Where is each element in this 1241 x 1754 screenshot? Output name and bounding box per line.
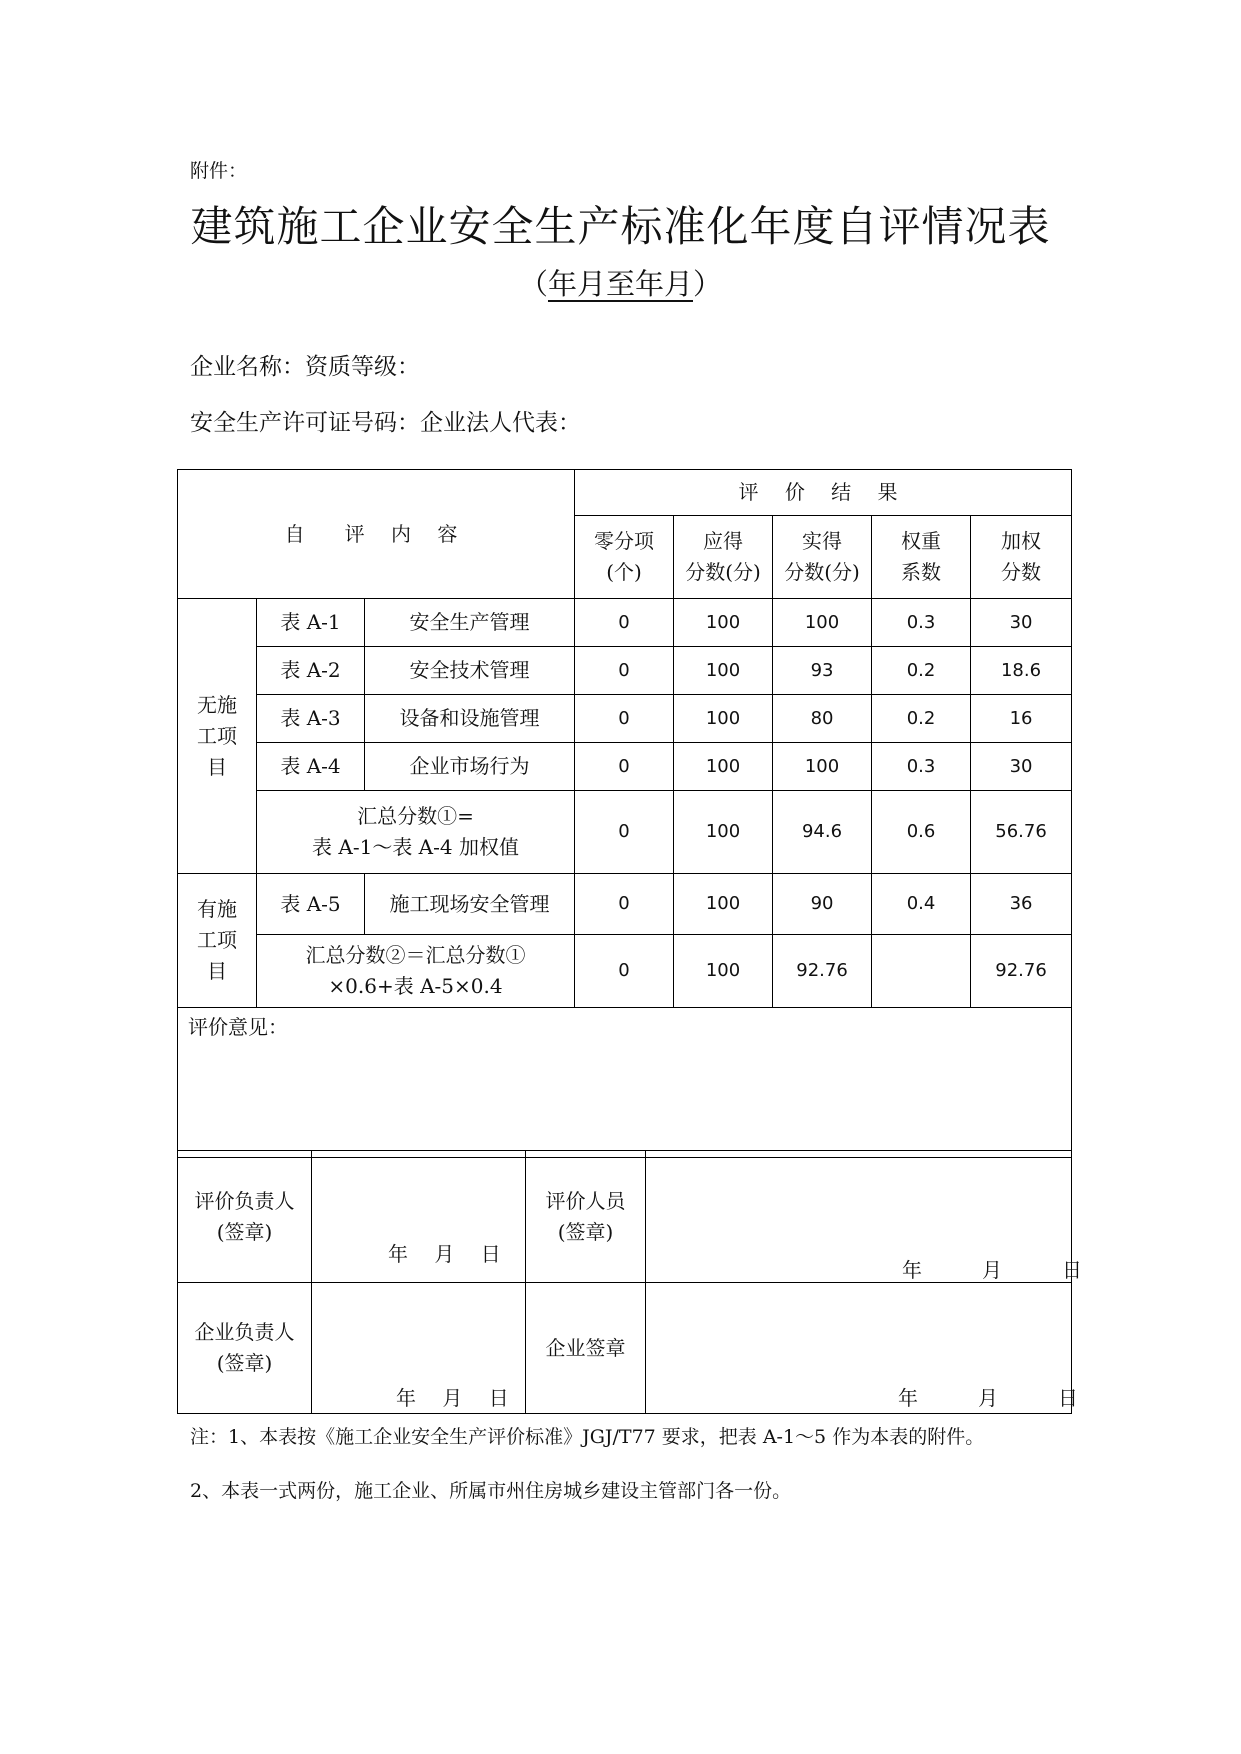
summary1-due: 100 bbox=[674, 791, 773, 874]
table-row bbox=[178, 599, 1072, 647]
row-weight: 0.3 bbox=[872, 743, 971, 791]
col-header-actual-line2: 分数(分) bbox=[784, 560, 860, 584]
col-header-weight bbox=[872, 516, 971, 599]
row-weighted: 30 bbox=[971, 599, 1072, 647]
summary1-weighted: 56.76 bbox=[971, 791, 1072, 874]
evaluator-label bbox=[526, 1151, 646, 1283]
row-due: 100 bbox=[674, 599, 773, 647]
group-no-project bbox=[178, 599, 257, 874]
evaluator-signature-area[interactable] bbox=[646, 1151, 1082, 1283]
evaluator-label-line2: (签章) bbox=[557, 1219, 614, 1244]
col-header-zero-line2: (个) bbox=[606, 560, 642, 584]
company-lead-signature-area[interactable] bbox=[312, 1283, 526, 1414]
col-header-weight-line2: 系数 bbox=[901, 560, 942, 584]
summary-row-1 bbox=[178, 791, 1072, 874]
group-no-project-line3: 目 bbox=[207, 754, 227, 779]
company-name-label: 企业名称： bbox=[190, 354, 305, 380]
summary1-label bbox=[257, 791, 575, 874]
row-code: 表 A-5 bbox=[257, 874, 365, 935]
subtitle-close-paren: ） bbox=[693, 267, 723, 301]
col-header-actual-line1: 实得 bbox=[802, 529, 843, 553]
group-with-project-line2: 工项 bbox=[197, 928, 237, 952]
evaluator-label-line1: 评价人员 bbox=[545, 1188, 626, 1213]
note-2: 2、本表一式两份，施工企业、所属市州住房城乡建设主管部门各一份。 bbox=[190, 1480, 792, 1502]
group-with-project-line3: 目 bbox=[207, 959, 227, 983]
row-due: 100 bbox=[674, 874, 773, 935]
row-actual: 90 bbox=[773, 874, 872, 935]
summary2-zero: 0 bbox=[575, 935, 674, 1008]
row-zero: 0 bbox=[575, 743, 674, 791]
row-weight: 0.3 bbox=[872, 599, 971, 647]
col-header-due bbox=[674, 516, 773, 599]
summary2-weighted: 92.76 bbox=[971, 935, 1072, 1008]
row-weighted: 30 bbox=[971, 743, 1072, 791]
summary1-label-line1: 汇总分数①= bbox=[357, 804, 474, 828]
col-header-due-line1: 应得 bbox=[703, 529, 744, 553]
col-header-actual bbox=[773, 516, 872, 599]
note-1: 注：1、本表按《施工企业安全生产评价标准》JGJ/T77 要求，把表 A-1～5 作为本表的附件。 bbox=[190, 1426, 985, 1448]
eval-lead-label-line1: 评价负责人 bbox=[194, 1188, 295, 1213]
eval-lead-label bbox=[178, 1151, 312, 1283]
col-header-weight-line1: 权重 bbox=[901, 529, 942, 553]
legal-rep-label: 企业法人代表： bbox=[420, 410, 581, 436]
summary1-weight: 0.6 bbox=[872, 791, 971, 874]
company-lead-label-line2: (签章) bbox=[216, 1351, 273, 1375]
row-code: 表 A-3 bbox=[257, 695, 365, 743]
col-header-weighted-line2: 分数 bbox=[1001, 560, 1042, 584]
company-lead-date: 年 月 日 bbox=[396, 1386, 509, 1410]
evaluation-opinion: 评价意见： bbox=[178, 1008, 1072, 1158]
row-zero: 0 bbox=[575, 874, 674, 935]
group-no-project-line1: 无施 bbox=[197, 692, 237, 717]
summary-row-2 bbox=[178, 935, 1072, 1008]
summary2-actual: 92.76 bbox=[773, 935, 872, 1008]
row-weighted: 36 bbox=[971, 874, 1072, 935]
row-code: 表 A-2 bbox=[257, 647, 365, 695]
row-name: 企业市场行为 bbox=[365, 743, 575, 791]
summary2-label bbox=[257, 935, 575, 1008]
row-code: 表 A-1 bbox=[257, 599, 365, 647]
row-actual: 100 bbox=[773, 599, 872, 647]
row-weight: 0.2 bbox=[872, 647, 971, 695]
row-name: 安全技术管理 bbox=[365, 647, 575, 695]
row-zero: 0 bbox=[575, 599, 674, 647]
content-header: 自 评 内 容 bbox=[178, 470, 575, 599]
row-actual: 100 bbox=[773, 743, 872, 791]
row-weighted: 16 bbox=[971, 695, 1072, 743]
company-seal-label: 企业签章 bbox=[526, 1283, 646, 1414]
summary1-zero: 0 bbox=[575, 791, 674, 874]
table-row bbox=[178, 647, 1072, 695]
company-info-line-2 bbox=[190, 404, 581, 437]
company-lead-label-line1: 企业负责人 bbox=[194, 1320, 295, 1344]
row-code: 表 A-4 bbox=[257, 743, 365, 791]
row-actual: 80 bbox=[773, 695, 872, 743]
table-row bbox=[178, 743, 1072, 791]
table-row bbox=[178, 874, 1072, 935]
period-subtitle bbox=[0, 262, 1241, 303]
row-actual: 93 bbox=[773, 647, 872, 695]
subtitle-open-paren: （ bbox=[518, 267, 548, 301]
group-with-project bbox=[178, 874, 257, 1008]
row-weight: 0.2 bbox=[872, 695, 971, 743]
license-label: 安全生产许可证号码： bbox=[190, 410, 420, 436]
row-name: 安全生产管理 bbox=[365, 599, 575, 647]
row-name: 设备和设施管理 bbox=[365, 695, 575, 743]
company-seal-area[interactable] bbox=[646, 1283, 1078, 1414]
page-title: 建筑施工企业安全生产标准化年度自评情况表 bbox=[190, 202, 1051, 251]
group-no-project-line2: 工项 bbox=[197, 723, 237, 748]
summary1-actual: 94.6 bbox=[773, 791, 872, 874]
group-with-project-line1: 有施 bbox=[197, 897, 237, 921]
row-due: 100 bbox=[674, 695, 773, 743]
summary2-due: 100 bbox=[674, 935, 773, 1008]
eval-lead-signature-area[interactable] bbox=[312, 1151, 526, 1283]
row-due: 100 bbox=[674, 743, 773, 791]
col-header-zero-line1: 零分项 bbox=[594, 529, 655, 553]
self-evaluation-table bbox=[177, 469, 1072, 1158]
col-header-zero bbox=[575, 516, 674, 599]
company-lead-label bbox=[178, 1283, 312, 1414]
summary2-weight bbox=[872, 935, 971, 1008]
row-zero: 0 bbox=[575, 647, 674, 695]
company-info-line-1 bbox=[190, 348, 420, 381]
signature-table bbox=[177, 1150, 1082, 1414]
row-zero: 0 bbox=[575, 695, 674, 743]
col-header-weighted bbox=[971, 516, 1072, 599]
col-header-due-line2: 分数(分) bbox=[685, 560, 761, 584]
eval-lead-label-line2: (签章) bbox=[216, 1219, 273, 1244]
col-header-weighted-line1: 加权 bbox=[1001, 529, 1042, 553]
eval-lead-date: 年 月 日 bbox=[388, 1242, 501, 1266]
table-row bbox=[178, 695, 1072, 743]
row-name: 施工现场安全管理 bbox=[365, 874, 575, 935]
subtitle-period: 年月至年月 bbox=[547, 267, 693, 301]
row-weight: 0.4 bbox=[872, 874, 971, 935]
summary1-label-line2: 表 A-1～表 A-4 加权值 bbox=[312, 835, 519, 859]
row-due: 100 bbox=[674, 647, 773, 695]
evaluator-date: 年 月 日 bbox=[902, 1258, 1082, 1282]
row-weighted: 18.6 bbox=[971, 647, 1072, 695]
company-seal-date: 年 月 日 bbox=[898, 1386, 1078, 1410]
attachment-label: 附件： bbox=[190, 160, 248, 182]
qualification-label: 资质等级： bbox=[305, 354, 420, 380]
summary2-label-line1: 汇总分数②＝汇总分数① bbox=[305, 943, 526, 967]
result-header: 评 价 结 果 bbox=[575, 470, 1072, 516]
summary2-label-line2: ×0.6+表 A-5×0.4 bbox=[328, 974, 503, 998]
